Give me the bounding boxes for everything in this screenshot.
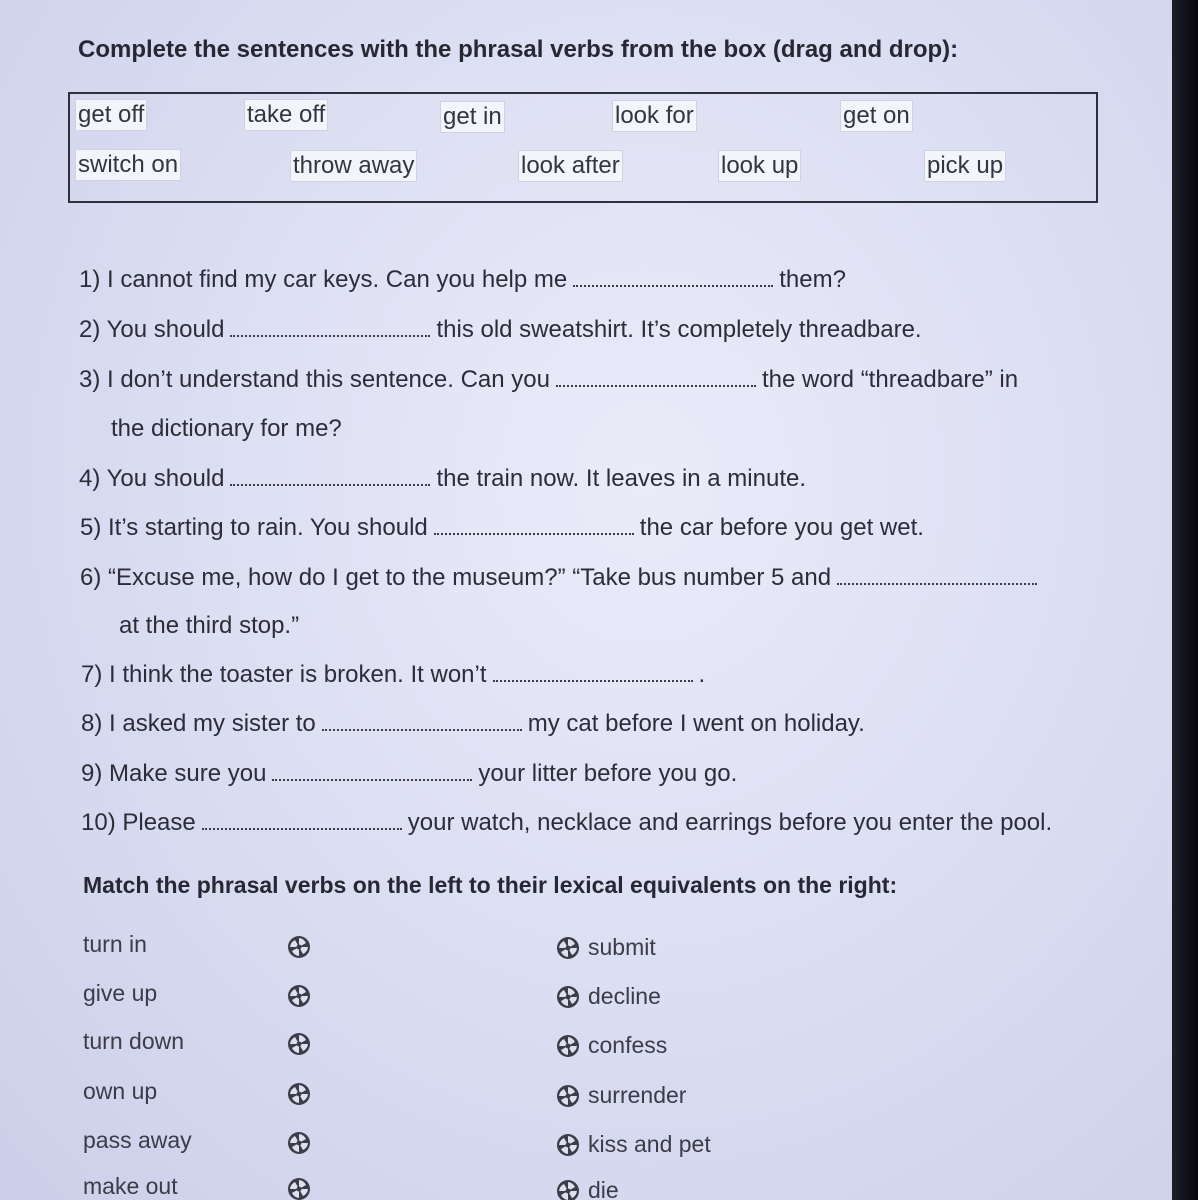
sentence-text: the train now. It leaves in a minute. (436, 465, 807, 492)
sentence-text: the word “threadbare” in (761, 366, 1019, 393)
sentence-text: 8) I asked my sister to (81, 710, 316, 737)
sentence-text: 9) Make sure you (81, 760, 267, 787)
chip-switch-on[interactable]: switch on (75, 149, 181, 181)
sentence-9 (81, 760, 737, 788)
phrasal-verb-box (68, 92, 1098, 203)
sentence-text: my cat before I went on holiday. (527, 710, 865, 737)
match-left-item: give up (83, 980, 158, 1006)
connector-dot-icon[interactable] (287, 935, 311, 959)
match-left-item: turn in (83, 931, 147, 957)
match-right-item: decline (588, 983, 661, 1009)
sentence-10 (81, 809, 1052, 837)
sentence-text: them? (779, 266, 846, 293)
drop-blank-5[interactable] (434, 527, 634, 535)
match-left-item: make out (83, 1173, 178, 1199)
chip-throw-away[interactable]: throw away (290, 150, 417, 182)
sentence-text: . (698, 661, 706, 688)
match-right-item: confess (588, 1032, 668, 1058)
chip-look-for[interactable]: look for (612, 100, 697, 132)
sentence-6 (80, 564, 1043, 592)
connector-dot-icon[interactable] (556, 1133, 580, 1157)
sentence-text: your litter before you go. (478, 760, 738, 787)
sentence-2 (79, 316, 922, 344)
sentence-text: 3) I don’t understand this sentence. Can you (79, 366, 550, 393)
drop-blank-4[interactable] (230, 478, 430, 486)
sentence-text: 5) It’s starting to rain. You should (80, 514, 428, 541)
sentence-5 (80, 514, 924, 542)
sentence-text: your watch, necklace and earrings before you enter the pool. (407, 809, 1053, 836)
sentence-4 (79, 465, 806, 493)
drop-blank-6[interactable] (837, 577, 1037, 585)
drop-blank-7[interactable] (493, 674, 693, 682)
connector-dot-icon[interactable] (287, 1131, 311, 1155)
sentence-8 (81, 710, 865, 738)
chip-take-off[interactable]: take off (244, 99, 328, 131)
chip-look-up[interactable]: look up (718, 150, 801, 182)
connector-dot-icon[interactable] (556, 936, 580, 960)
chip-get-in[interactable]: get in (440, 101, 505, 133)
drop-blank-1[interactable] (573, 279, 773, 287)
match-right-item: die (588, 1177, 619, 1200)
connector-dot-icon[interactable] (287, 1032, 311, 1056)
drop-blank-8[interactable] (322, 723, 522, 731)
sentence-text: this old sweatshirt. It’s completely threadbare. (436, 316, 922, 343)
chip-look-after[interactable]: look after (518, 150, 623, 182)
chip-get-on[interactable]: get on (840, 100, 913, 132)
drop-blank-9[interactable] (272, 773, 472, 781)
screen-bezel (1172, 0, 1198, 1200)
sentence-text: the car before you get wet. (639, 514, 924, 541)
connector-dot-icon[interactable] (556, 1034, 580, 1058)
match-left-item: turn down (83, 1028, 185, 1054)
match-right-item: kiss and pet (588, 1131, 711, 1157)
sentence-text: 1) I cannot find my car keys. Can you help me (79, 266, 568, 293)
sentence-text: 6) “Excuse me, how do I get to the museum?” “Take bus number 5 and (80, 564, 832, 591)
connector-dot-icon[interactable] (287, 1082, 311, 1106)
sentence-6-continued: at the third stop.” (119, 612, 300, 639)
sentence-3-continued: the dictionary for me? (111, 415, 342, 442)
connector-dot-icon[interactable] (287, 1177, 311, 1200)
sentence-text: 2) You should (79, 316, 225, 343)
match-left-item: pass away (83, 1127, 192, 1153)
connector-dot-icon[interactable] (287, 984, 311, 1008)
drop-blank-3[interactable] (556, 379, 756, 387)
match-right-item: surrender (588, 1082, 687, 1108)
sentence-text: 10) Please (81, 809, 196, 836)
matching-title: Match the phrasal verbs on the left to their lexical equivalents on the right: (83, 872, 898, 898)
match-right-item: submit (588, 934, 656, 960)
drop-blank-2[interactable] (230, 329, 430, 337)
sentence-3 (79, 366, 1018, 394)
chip-get-off[interactable]: get off (75, 99, 147, 131)
sentence-text: 7) I think the toaster is broken. It won’t (81, 661, 487, 688)
exercise-title: Complete the sentences with the phrasal verbs from the box (drag and drop): (78, 36, 959, 63)
chip-pick-up[interactable]: pick up (924, 150, 1006, 182)
connector-dot-icon[interactable] (556, 985, 580, 1009)
match-left-item: own up (83, 1078, 158, 1104)
connector-dot-icon[interactable] (556, 1179, 580, 1200)
sentence-1 (79, 266, 846, 294)
sentence-7-line (81, 661, 705, 689)
connector-dot-icon[interactable] (556, 1084, 580, 1108)
sentence-text: 4) You should (79, 465, 225, 492)
drop-blank-10[interactable] (202, 822, 402, 830)
